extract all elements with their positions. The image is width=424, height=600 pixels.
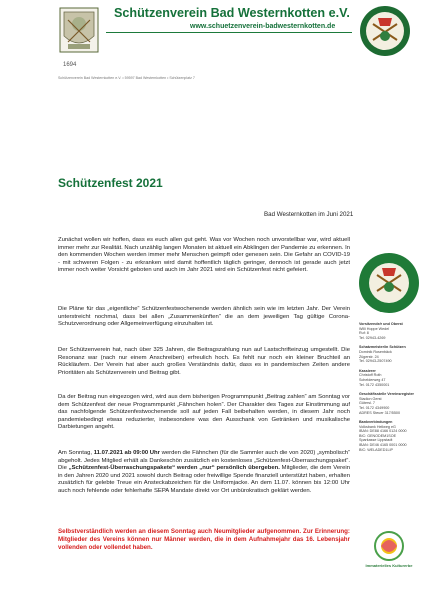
kulturerbe-icon [364, 528, 414, 576]
sidebar-line: Volksbank Hellweg eG [359, 424, 396, 429]
p5-e: Mitglieder, die dem Verein in den Jahren 2020 und 2021 sowohl durch Beitrag oder freiwillige Spende finanziell unterstützt haben, erhalten zusätzlich für gelebte Treue ein Ansteckabzeichen für die Uniformjacke. An dem 11.07. können bis 12:00 Uhr auch noch fehlende oder fehlerhafte SEPA Mandate direkt vor Ort unbürokratisch geklärt werden. [58, 465, 350, 494]
sidebar-line: Ruf: 8 [359, 331, 369, 336]
sidebar-line: Tel. 02943-2507490 [359, 359, 392, 364]
p5-date: 11.07.2021 ab 09:00 Uhr [93, 450, 160, 456]
club-crest-logo [54, 4, 104, 60]
p5-packages: „Schützenfest-Überraschungspakete“ werden „nur“ persönlich übergeben. [68, 465, 280, 472]
sidebar-block-head: Vorsitzende/r und Oberst [359, 322, 403, 326]
kulturerbe-label: Immaterielles Kulturerbe [365, 563, 413, 568]
sidebar-line: Willi Hoppe Wedel [359, 326, 390, 331]
header-url[interactable]: www.schuetzenverein-badwesternkotten.de [190, 23, 336, 30]
paragraph-sunday [58, 450, 350, 496]
kulturerbe-logo [364, 528, 414, 576]
sidebar-block [359, 345, 421, 363]
sender-line: Schützenverein Bad Westernkotten e.V. • 59597 Bad Westernkotten • Schützenplatz 7 [58, 76, 195, 80]
sidebar-block-head: Schatzmeister/in Schützen [359, 345, 406, 350]
paragraph-intro: Zunächst wollen wir hoffen, dass es euch allen gut geht. Was vor Wochen noch unvorstellbar war, wird aktuell immer mehr zur Realität. Nach unzählig langen Monaten ist aktuell ein Abklingen der Pandemie zu erkennen. In den kommenden Wochen werden immer mehr Menschen geimpft oder genesen sein. Die Gefahr an COVID-19 - mit schweren Folgen - zu erkranken wird damit hoffentlich täglich geringer, dennoch ist gerade auch jetzt immer noch weiter Vorsicht geboten und auch im Jahr 2021 wird ein Schützenfest nicht gefeiert. [58, 237, 350, 274]
round-club-badge [358, 252, 420, 314]
sidebar-block [359, 392, 421, 415]
sidebar-contacts [359, 322, 421, 457]
sidebar-block-head: Kassierer [359, 368, 376, 373]
new-members-notice: Selbstverständlich werden an diesem Sonntag auch Neumitglieder aufgenommen. Zur Erinnerung: Mitglieder des Vereins können nur Männer werden, die in dem Aufnahmejahr das 16. Lebensjahr vollenden oder vollendet haben. [58, 528, 350, 551]
paragraph-plans: Die Pläne für das „eigentliche“ Schützenfestwochenende werden ähnlich sein wie im letzten Jahr. Der Verein unterstreicht nochmal, dass bei allen „Zusammenkünften“ die an dem jeweiligen Tag gültige Corona-Schutzverordnung oder Allgemeinverfügung einzuhalten ist. [58, 306, 350, 328]
sidebar-line: Schelderweg 47 [359, 377, 386, 382]
founding-year: 1694 [63, 62, 77, 68]
sidebar-line: Sparkasse Lippstadt [359, 438, 393, 443]
sidebar-line: Zügerstr. 24 [359, 354, 379, 359]
header-divider [106, 32, 352, 33]
sidebar-line: Dominik Rosenbäck [359, 349, 392, 354]
sidebar-block [359, 369, 421, 387]
p5-c: werden die Fähnchen (für die Sammler auch die von 2020) „symbolisch“ abgeholt. Jedes Mitglied erhält als Dankeschön zusätzlich ein kostenloses „Schützenfest-Überraschungspaket“. Die [58, 450, 350, 472]
paragraph-flags: Da der Beitrag nun eingezogen wird, wird aus dem bisherigen Programmpunkt „Beitrag zahlen“ am Sonntag vor dem Schützenfest der neue Programmpunkt „Fähnchen holen“. Der Charakter des Tages zur Einstimmung auf das nachfolgende Schützenfestwochenende soll auf jeden Fall beibehalten werden, in diesem Jahr noch pandemiebedingt etwas reduzierter, insbesondere was den Ausschank von Getränken und musikalische Darbietungen angeht. [58, 394, 350, 431]
p5-a: Am Sonntag, [58, 450, 94, 456]
sidebar-line: BIC: GENODEM1SOE [359, 433, 397, 438]
club-emblem-logo [358, 4, 412, 58]
letter-date: Bad Westernkotten im Juni 2021 [264, 211, 354, 218]
letter-title: Schützenfest 2021 [58, 176, 163, 190]
sidebar-line: IBAN: DE88 4166 0124 0000 [359, 429, 407, 434]
sidebar-line: BIC: WELADED1LIP [359, 447, 394, 452]
sidebar-block [359, 420, 421, 452]
sidebar-line: Tel. 02943-4269 [359, 335, 386, 340]
paragraph-payment: Der Schützenverein hat, nach über 325 Jahren, die Beitragszahlung nun auf Lastschrifteinzug umgestellt. Die Resonanz war (nach nur einem Anschreiben) erfreulich hoch. Es fehlt nur noch ein kleiner Bruchteil an Rückläufern. Der Verein hat aber auch großes Verständnis dafür, dass es in pandemischen Zeiten andere Prioritäten als Schützenverein und Beitrag gibt. [58, 347, 350, 376]
sidebar-block-head: Geschäftsstelle Vereinsregister [359, 392, 414, 397]
sidebar-line: Gütersl. 7 [359, 401, 375, 406]
sidebar-line: Tel. 0172 4349900 [359, 405, 390, 410]
sidebar-line: ADRES Steuer 317/5500 [359, 410, 400, 415]
sidebar-line: IBAN: DE46 4165 0001 0000 [359, 443, 407, 448]
header-title: Schützenverein Bad Westernkotten e.V. [114, 6, 350, 20]
sidebar-line: Stadion Gerst [359, 396, 382, 401]
sidebar-block-head: Bankverbindungen [359, 420, 393, 425]
sidebar-line: Tel. 0172 4350001 [359, 382, 390, 387]
sidebar-line: Christoff Roth [359, 373, 382, 378]
sidebar-block [359, 322, 421, 340]
